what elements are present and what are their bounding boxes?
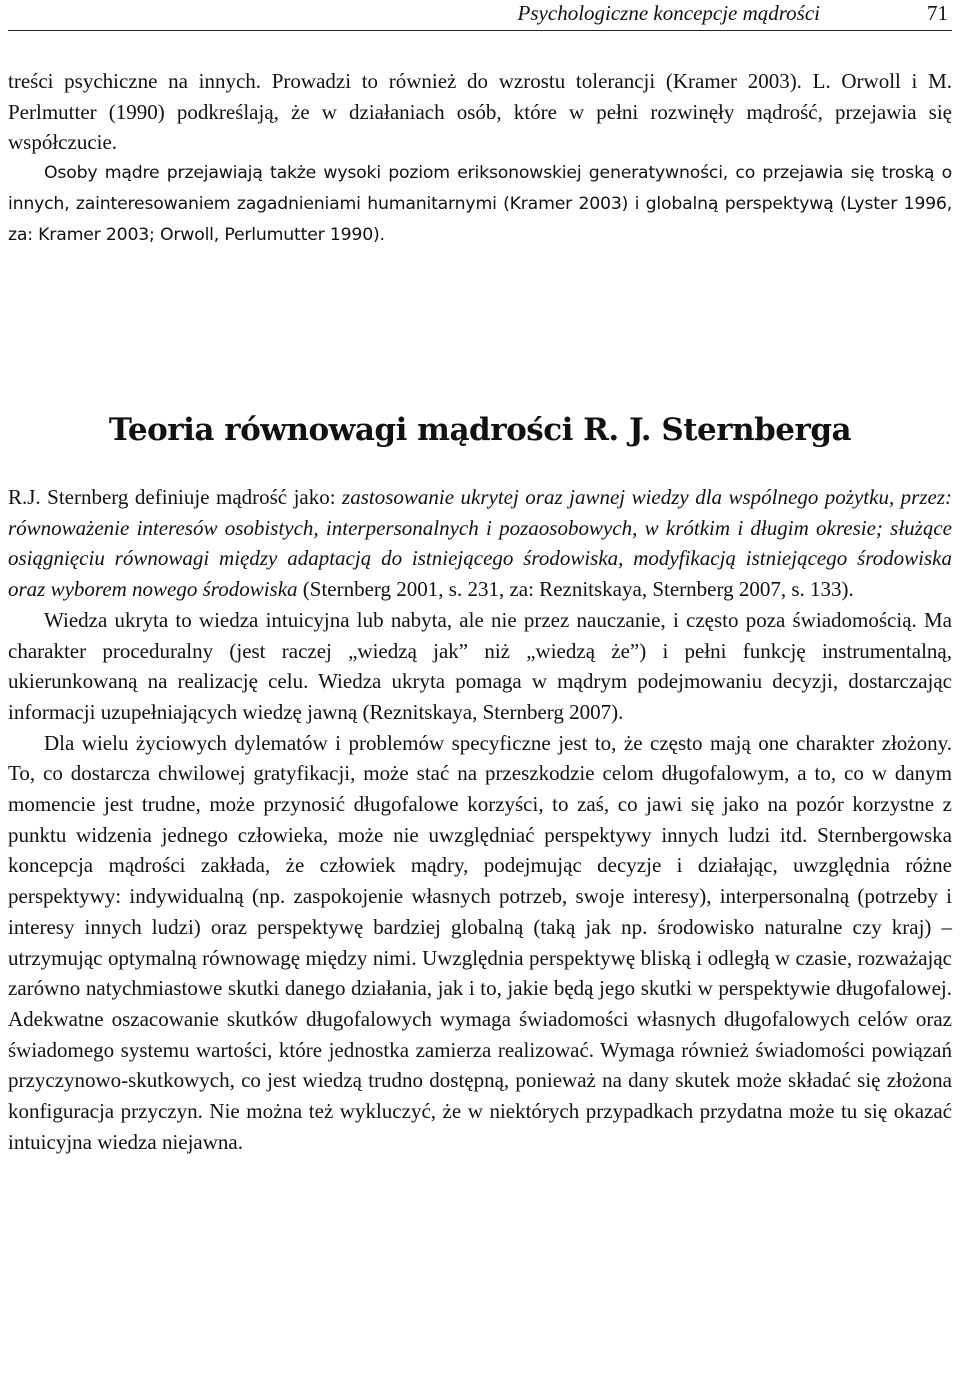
paragraph: treści psychiczne na innych. Prowadzi to również do wzrostu tolerancji (Kramer 2003). L. Orwoll i M. Perlmutter (1990) podkreślają, że w działaniach osób, które w pełni rozwinęły mądrość, przejawia się współczucie. xyxy=(8,69,952,155)
section-heading: Teoria równowagi mądrości R. J. Sternberga xyxy=(108,411,852,448)
definition-paragraph xyxy=(8,482,952,605)
running-header xyxy=(8,0,952,31)
definition-citation: (Sternberg 2001, s. 231, za: Reznitskaya, Sternberg 2007, s. 133). xyxy=(297,577,854,602)
definition-intro: R.J. Sternberg definiuje mądrość jako: xyxy=(8,485,343,509)
text-block-top xyxy=(8,66,952,250)
paragraph: Dla wielu życiowych dylematów i problemów specyficzne jest to, że często mają one charakter złożony. To, co dostarcza chwilowej gratyfikacji, może stać na przeszkodzie celom długofalowym, a to, co w danym momencie jest trudne, może przynosić długofalowe korzyści, to zaś, co jawi się jako na pozór korzystne z punktu widzenia jednego człowieka, może nie uwzględniać perspektywy innych ludzi itd. Sternbergowska koncepcja mądrości zakłada, że człowiek mądry, podejmując decyzje i działając, uwzględnia różne perspektywy: indywidualną (np. zaspokojenie własnych potrzeb, swoje interesy), interpersonalną (potrzeby i interesy innych ludzi) oraz perspektywę bardziej globalną (taką jak np. środowisko naturalne czy kraj) – utrzymując optymalną równowagę między nimi. Uwzględnia perspektywę bliską i odległą w czasie, rozważając zarówno natychmiastowe skutki danego działania, jak i to, jakie będą jego skutki w perspektywie długofalowej. Adekwatne oszacowanie skutków długofalowych wymaga świadomości własnych długofalowych celów oraz świadomego systemu wartości, które jednostka zamierza realizować. Wymaga również świadomości powiązań przyczynowo-skutkowych, co jest wiedzą trudno dostępną, ponieważ na dany skutek może składać się złożona konfiguracja przyczyn. Nie można też wykluczyć, że w niektórych przypadkach przydatna może tu się okazać intuicyjna wiedza niejawna. xyxy=(8,730,952,1154)
paragraph: Osoby mądre przejawiają także wysoki poziom eriksonowskiej generatywności, co przejawia się troską o innych, zainteresowaniem zagadnieniami humanitarnymi (Kramer 2003) i globalną perspektywą (Lyster 1996, za: Kramer 2003; Orwoll, Perlumutter 1990). xyxy=(8,163,952,245)
page-number: 71 xyxy=(927,1,948,25)
running-title: Psychologiczne koncepcje mądrości xyxy=(517,1,820,25)
definition-quote: zastosowanie ukrytej oraz jawnej wiedzy dla wspólnego pożytku, przez: równoważenie interesów osobistych, interpersonalnych i pozaosobowych, w krótkim i długim okresie; służące osiągnięciu równowagi między adaptacją do istniejącego środowiska, modyfikacją istniejącego środowiska oraz wyborem nowego środowiska xyxy=(8,485,952,602)
paragraph: Wiedza ukryta to wiedza intuicyjna lub nabyta, ale nie przez nauczanie, i często poza świadomością. Ma charakter proceduralny (jest raczej „wiedzą jak” niż „wiedzą że”) i pełni funkcję instrumentalną, ukierunkowaną na realizację celu. Wiedza ukryta pomaga w mądrym podejmowaniu decyzji, dostarczając informacji uzupełniających wiedzę jawną (Reznitskaya, Sternberg 2007). xyxy=(8,607,952,724)
text-block-bottom xyxy=(8,482,952,1157)
